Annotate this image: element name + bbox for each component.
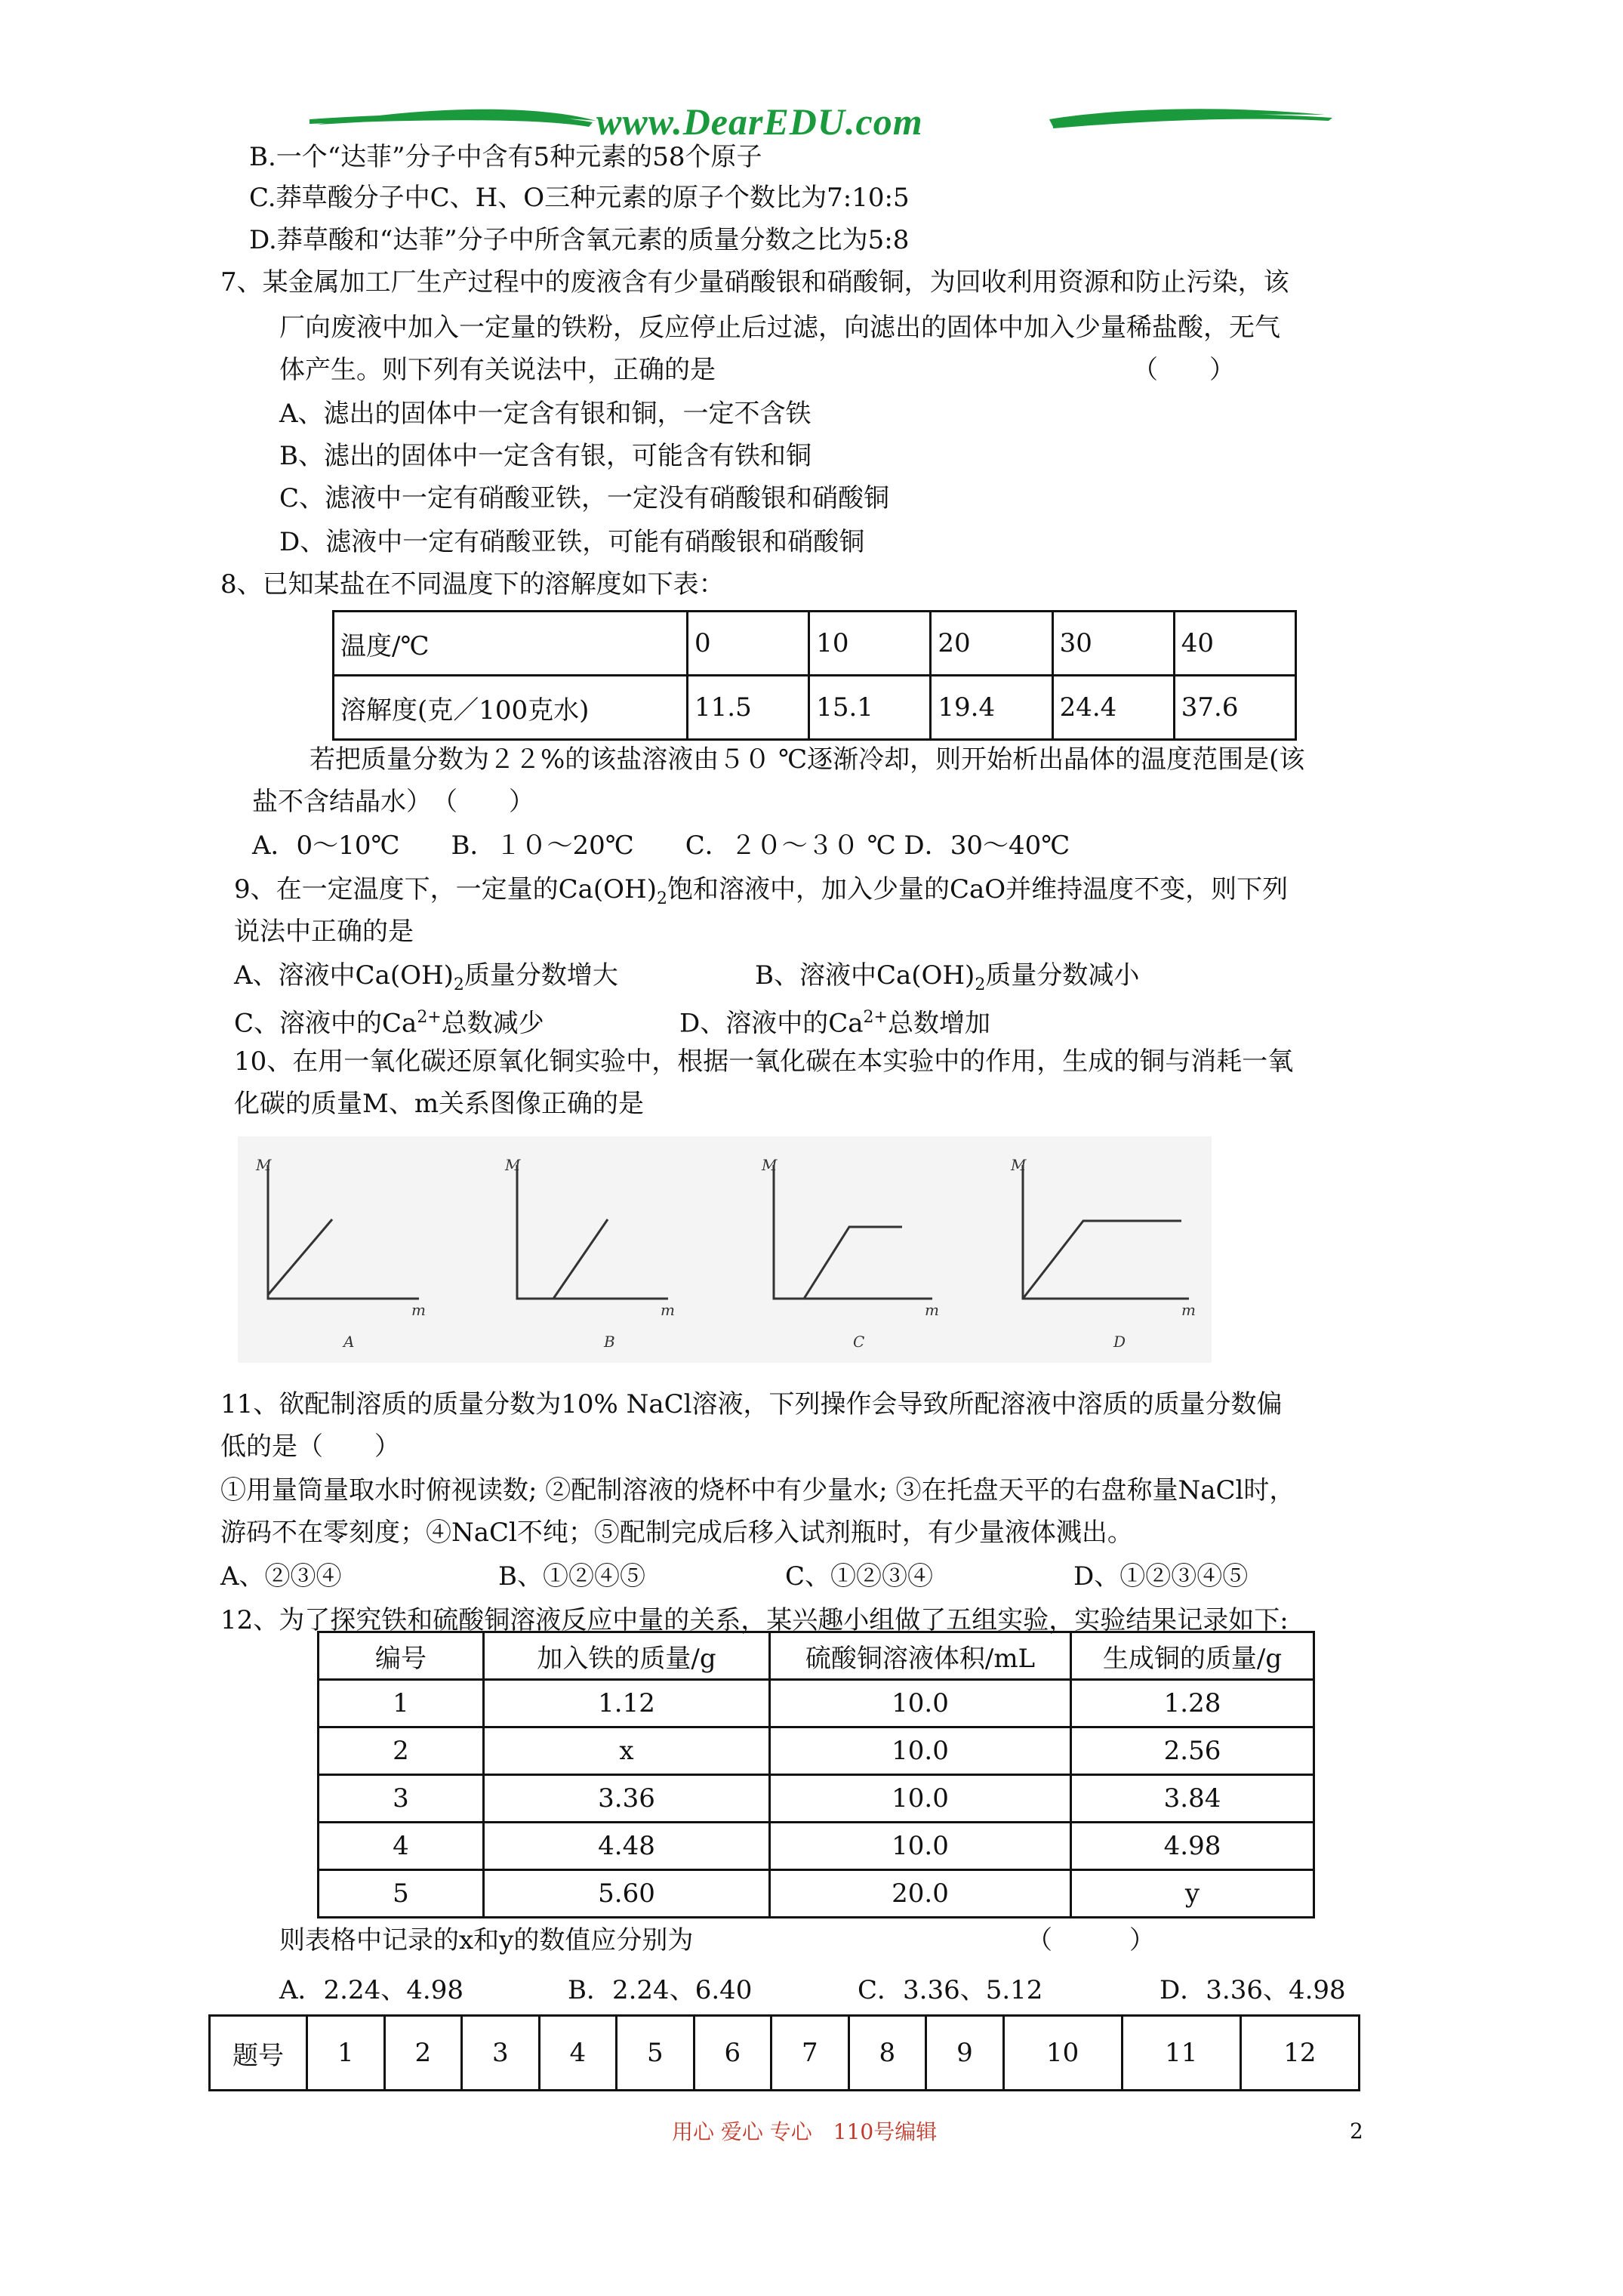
- q10-graph-panel: [238, 1136, 1212, 1363]
- answer-grid-cell: 12: [1240, 2016, 1359, 2091]
- q7-stem-line2: 厂向废液中加入一定量的铁粉，反应停止后过滤，向滤出的固体中加入少量稀盐酸，无气: [279, 313, 1280, 343]
- table-cell: 3.36: [484, 1775, 770, 1823]
- table-cell: 3: [319, 1775, 484, 1823]
- table-cell: 15.1: [809, 676, 931, 740]
- subscript: 2: [975, 975, 986, 994]
- q11-option-c: C、①②③④: [785, 1561, 934, 1592]
- q9-text: 总数增加: [887, 1008, 990, 1039]
- q10-stem-line2: 化碳的质量M、m关系图像正确的是: [234, 1089, 645, 1119]
- graph-a-x-label: m: [411, 1301, 426, 1319]
- table-row: [334, 612, 1296, 676]
- table-cell: 1: [319, 1680, 484, 1727]
- table-cell: 10.0: [770, 1775, 1071, 1823]
- table-cell: x: [484, 1727, 770, 1775]
- answer-grid-cell: 1: [307, 2016, 385, 2091]
- table-cell: 5.60: [484, 1870, 770, 1918]
- graph-a-line: [268, 1219, 332, 1295]
- q9-option-c: [234, 1001, 544, 1040]
- table-cell: 11.5: [688, 676, 809, 740]
- graph-a-axes: [268, 1165, 419, 1299]
- q9-text: 9、在一定温度下，一定量的Ca(OH): [234, 874, 657, 905]
- table-cell: 4.98: [1071, 1823, 1314, 1870]
- table-cell: 10.0: [770, 1727, 1071, 1775]
- graph-b-label: B: [604, 1333, 615, 1351]
- graph-a-label: A: [343, 1333, 355, 1351]
- table-cell: 2: [319, 1727, 484, 1775]
- table-cell: 10.0: [770, 1680, 1071, 1727]
- q7-option-d: D、滤液中一定有硝酸亚铁，可能有硝酸银和硝酸铜: [279, 527, 865, 557]
- q9-text: 总数减少: [441, 1008, 544, 1039]
- table-header-cell: 硫酸铜溶液体积/mL: [770, 1632, 1071, 1680]
- table-cell: 0: [688, 612, 809, 676]
- q12-option-b: B．2.24、6.40: [568, 1975, 753, 2005]
- graph-d-x-label: m: [1181, 1301, 1196, 1319]
- q7-answer-blank: （ ）: [1132, 355, 1235, 385]
- table-cell: 2.56: [1071, 1727, 1314, 1775]
- graph-b-line: [553, 1219, 608, 1299]
- q9-text: 质量分数减小: [985, 960, 1140, 991]
- superscript: 2+: [863, 1008, 888, 1027]
- table-row: [319, 1775, 1314, 1823]
- table-cell: 37.6: [1174, 676, 1295, 740]
- answer-grid-cell: 8: [848, 2016, 926, 2091]
- table-cell: 30: [1052, 612, 1174, 676]
- table-cell: 19.4: [931, 676, 1052, 740]
- q9-option-d: [679, 1001, 990, 1040]
- graph-c-label: C: [853, 1333, 865, 1351]
- header-site-name[interactable]: www.DearEDU.com: [596, 100, 923, 143]
- q9-text: 饱和溶液中，加入少量的CaO并维持温度不变，则下列: [667, 874, 1289, 905]
- q12-question: 则表格中记录的x和y的数值应分别为: [279, 1925, 694, 1955]
- graph-d-y-label: M: [1011, 1156, 1027, 1174]
- table-cell: 40: [1174, 612, 1295, 676]
- table-cell: 5: [319, 1870, 484, 1918]
- graph-c-axes: [774, 1165, 932, 1299]
- table-header-row: [319, 1632, 1314, 1680]
- q9-stem-line2: 说法中正确的是: [234, 917, 414, 947]
- graph-c-line: [774, 1227, 902, 1299]
- table-cell: 20.0: [770, 1870, 1071, 1918]
- q11-stem-line3: ①用量筒量取水时俯视读数; ②配制溶液的烧杯中有少量水; ③在托盘天平的右盘称量NaCl时，: [220, 1475, 1295, 1505]
- table-row: [319, 1680, 1314, 1727]
- q8-question-line2: 盐不含结晶水） （ ）: [252, 787, 534, 817]
- graph-d-axes: [1023, 1165, 1189, 1299]
- answer-grid-cell: 3: [462, 2016, 540, 2091]
- table-row: [319, 1823, 1314, 1870]
- page-number: 2: [1350, 2119, 1363, 2143]
- answer-grid-cell: 7: [771, 2016, 849, 2091]
- q7-option-c: C、滤液中一定有硝酸亚铁，一定没有硝酸银和硝酸铜: [279, 483, 890, 513]
- graph-a-y-label: M: [256, 1156, 272, 1174]
- footer-text: 用心 爱心 专心 110号编辑: [672, 2119, 938, 2144]
- q8-solubility-table: [332, 610, 1297, 741]
- q12-option-a: A．2.24、4.98: [279, 1975, 463, 2005]
- table-cell: y: [1071, 1870, 1314, 1918]
- q6-option-b: B.一个“达菲”分子中含有5种元素的58个原子: [249, 142, 762, 172]
- q6-option-d: D.莽草酸和“达菲”分子中所含氧元素的质量分数之比为5:8: [249, 225, 910, 255]
- table-cell: 4.48: [484, 1823, 770, 1870]
- table-row: [319, 1727, 1314, 1775]
- q12-stem: 12、为了探究铁和硫酸铜溶液反应中量的关系，某兴趣小组做了五组实验，实验结果记录如下:: [220, 1605, 1289, 1635]
- answer-grid-cell: 9: [926, 2016, 1004, 2091]
- q10-stem-line1: 10、在用一氧化碳还原氧化铜实验中，根据一氧化碳在本实验中的作用，生成的铜与消耗一氧: [234, 1046, 1294, 1077]
- q12-results-table: [317, 1631, 1315, 1918]
- table-row: [210, 2016, 1360, 2091]
- table-cell: 1.12: [484, 1680, 770, 1727]
- table-cell: 4: [319, 1823, 484, 1870]
- q12-answer-blank: （ ）: [1027, 1925, 1155, 1955]
- subscript: 2: [453, 975, 464, 994]
- table-row: [319, 1870, 1314, 1918]
- q6-option-c: C.莽草酸分子中C、H、O三种元素的原子个数比为7:10:5: [249, 183, 910, 213]
- answer-grid-cell: 10: [1003, 2016, 1122, 2091]
- table-cell: 溶解度(克／100克水): [334, 676, 688, 740]
- q7-stem-line1: 7、某金属加工厂生产过程中的废液含有少量硝酸银和硝酸铜，为回收利用资源和防止污染，该: [220, 267, 1289, 297]
- q8-options: A．0～10℃ B．１０～20℃ C．２０～３０ ℃ D．30～40℃: [252, 831, 1070, 861]
- table-cell: 10: [809, 612, 931, 676]
- graph-b-x-label: m: [661, 1301, 675, 1319]
- q9-text: A、溶液中Ca(OH): [234, 960, 454, 991]
- answer-grid-cell: 5: [617, 2016, 694, 2091]
- q7-option-a: A、滤出的固体中一定含有银和铜，一定不含铁: [279, 399, 812, 429]
- table-header-cell: 加入铁的质量/g: [484, 1632, 770, 1680]
- q9-option-b: [755, 959, 1139, 1002]
- graph-c-y-label: M: [762, 1156, 778, 1174]
- q11-option-d: D、①②③④⑤: [1073, 1561, 1249, 1592]
- answer-grid-cell: 6: [694, 2016, 771, 2091]
- q9-text: D、溶液中的Ca: [679, 1008, 864, 1039]
- graph-d-label: D: [1113, 1333, 1126, 1351]
- q9-stem-line1: [234, 873, 1288, 916]
- graph-b-axes: [517, 1165, 668, 1299]
- table-header-cell: 生成铜的质量/g: [1071, 1632, 1314, 1680]
- q9-text: B、溶液中Ca(OH): [755, 960, 975, 991]
- q11-stem-line4: 游码不在零刻度；④NaCl不纯；⑤配制完成后移入试剂瓶时，有少量液体溅出。: [220, 1518, 1133, 1548]
- answer-grid-label: 题号: [210, 2016, 307, 2091]
- graph-d-line: [1023, 1221, 1181, 1299]
- q7-option-b: B、滤出的固体中一定含有银，可能含有铁和铜: [279, 441, 812, 471]
- table-header-cell: 编号: [319, 1632, 484, 1680]
- superscript: 2+: [417, 1008, 442, 1027]
- graph-c-x-label: m: [925, 1301, 939, 1319]
- table-cell: 3.84: [1071, 1775, 1314, 1823]
- answer-grid-table: [208, 2014, 1360, 2091]
- subscript: 2: [656, 889, 667, 908]
- q9-option-a: [234, 959, 618, 1002]
- q9-text: 质量分数增大: [463, 960, 618, 991]
- q7-stem-line3: 体产生。则下列有关说法中，正确的是: [279, 355, 716, 385]
- table-cell: 1.28: [1071, 1680, 1314, 1727]
- table-row: [334, 676, 1296, 740]
- table-cell: 10.0: [770, 1823, 1071, 1870]
- answer-grid-cell: 4: [539, 2016, 617, 2091]
- table-cell: 24.4: [1052, 676, 1174, 740]
- answer-grid-cell: 11: [1122, 2016, 1240, 2091]
- graph-b-y-label: M: [505, 1156, 521, 1174]
- q11-stem-line1: 11、欲配制溶质的质量分数为10% NaCl溶液，下列操作会导致所配溶液中溶质的质量分数偏: [220, 1389, 1283, 1419]
- answer-grid-cell: 2: [384, 2016, 462, 2091]
- q10-graphs-svg: [238, 1136, 1212, 1363]
- q11-option-b: B、①②④⑤: [498, 1561, 645, 1592]
- q9-text: C、溶液中的Ca: [234, 1008, 417, 1039]
- q11-stem-line2: 低的是（ ）: [220, 1432, 400, 1462]
- q12-option-d: D．3.36、4.98: [1160, 1975, 1346, 2005]
- q8-stem: 8、已知某盐在不同温度下的溶解度如下表：: [220, 569, 725, 599]
- q8-question-line1: 若把质量分数为２２%的该盐溶液由５０ ℃逐渐冷却，则开始析出晶体的温度范围是(该: [310, 744, 1305, 775]
- q12-option-c: C．3.36、5.12: [858, 1975, 1043, 2005]
- table-cell: 温度/℃: [334, 612, 688, 676]
- table-cell: 20: [931, 612, 1052, 676]
- q11-option-a: A、②③④: [220, 1561, 342, 1592]
